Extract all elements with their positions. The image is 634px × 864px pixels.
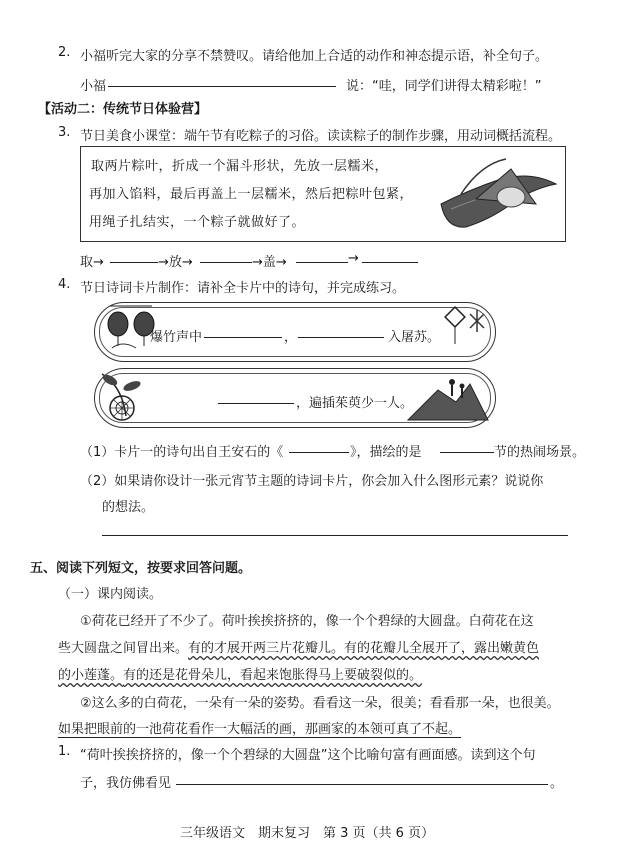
chrysanthemum-icon (92, 366, 152, 426)
q4-sub1-a: （1）卡片一的诗句出自王安石的《 (80, 445, 284, 460)
flow-step-2: →放→ (158, 255, 193, 270)
s5-q1-line1: “荷叶挨挨挤挤的，像一个个碧绿的大圆盘”这个比喻句富有画面感。读到这个句 (80, 748, 536, 763)
flow-step-3: →盖→ (252, 255, 287, 270)
q3-number: 3. (58, 125, 71, 140)
s5-q1-line2b: 。 (550, 776, 564, 791)
flow-blank-2[interactable] (200, 248, 252, 263)
q4-sub1-blank-1[interactable] (289, 438, 349, 453)
card1-comma: ， (284, 330, 298, 345)
passage-p2-line2: 如果把眼前的一池荷花看作一大幅活的画，那画家的本领可真了不起。 (58, 718, 461, 738)
q4-sub2-line2: 的想法。 (102, 500, 155, 515)
section5-title: 五、阅读下列短文，按要求回答问题。 (30, 561, 252, 576)
card1-blank-2[interactable] (298, 323, 384, 338)
q2-speaker: 小福 (80, 79, 107, 94)
passage-line: 取两片粽叶，折成一个漏斗形状，先放一层糯米， (91, 159, 389, 174)
s5-q1-line2a: 子，我仿佛看见 (80, 776, 172, 791)
q2-answer-line[interactable] (108, 72, 336, 87)
q2-number: 2. (58, 45, 71, 60)
s5-q1-answer-line[interactable] (176, 770, 548, 785)
passage-p1-line3a: 的小莲蓬。 (58, 668, 124, 683)
passage-p1-line2b: 有的才展开两三片花瓣儿。有的花瓣儿全展开了，露出嫩黄色 (188, 641, 540, 656)
zongzi-passage-box (80, 146, 566, 242)
card1-blank-1[interactable] (204, 323, 282, 338)
q4-sub2-answer-line[interactable] (102, 534, 568, 536)
q4-sub1-c: 节的热闹场景。 (494, 445, 586, 460)
q3-prompt: 节日美食小课堂：端午节有吃粽子的习俗。读读粽子的制作步骤，用动词概括流程。 (80, 129, 562, 144)
passage-p1-line2a: 些大圆盘之间冒出来。 (58, 641, 189, 656)
passage-p1-line3b: 有的还是花骨朵儿，看起来饱胀得马上要破裂似的。 (123, 668, 423, 683)
page-footer: 三年级语文 期末复习 第 3 页（共 6 页） (180, 826, 435, 841)
card1-line-end: 入屠苏。 (388, 330, 441, 345)
zongzi-icon (431, 149, 561, 239)
card2-line-end: ，遍插茱萸少一人。 (296, 396, 414, 411)
q4-sub2-line1: （2）如果请你设计一张元宵节主题的诗词卡片，你会加入什么图形元素？说说你 (80, 474, 544, 489)
q4-prompt: 节日诗词卡片制作：请补全卡片中的诗句，并完成练习。 (80, 281, 406, 296)
flow-blank-3[interactable] (296, 248, 348, 263)
q2-said: 说：“哇，同学们讲得太精彩啦！” (346, 79, 542, 94)
flow-step-1: 取→ (80, 255, 104, 270)
flow-step-4: → (348, 251, 359, 266)
flow-blank-4[interactable] (362, 248, 418, 263)
card2-blank[interactable] (218, 389, 294, 404)
passage-p1-line3 (58, 664, 422, 683)
section5-part1: （一）课内阅读。 (58, 587, 163, 602)
passage-p2-line1: ②这么多的白荷花，一朵有一朵的姿势。看看这一朵，很美；看看那一朵，也很美。 (80, 696, 560, 711)
flow-blank-1[interactable] (110, 248, 158, 263)
s5-q1-number: 1. (58, 744, 71, 759)
mountain-hikers-icon (408, 372, 488, 422)
activity2-title: 【活动二：传统节日体验营】 (38, 102, 208, 117)
chinese-knot-icon (440, 304, 490, 354)
passage-p1-line1: ①荷花已经开了不少了。荷叶挨挨挤挤的，像一个个碧绿的大圆盘。白荷花在这 (80, 614, 534, 629)
q4-number: 4. (58, 277, 71, 292)
passage-line: 再加入馅料，最后再盖上一层糯米，然后把粽叶包紧， (89, 187, 414, 202)
q4-sub1-blank-2[interactable] (440, 438, 494, 453)
q4-sub1-b: 》，描绘的是 (350, 445, 422, 460)
passage-line: 用绳子扎结实，一个粽子就做好了。 (89, 215, 306, 230)
passage-p1-line2 (58, 637, 539, 656)
card1-line-start: 爆竹声中 (150, 330, 203, 345)
q2-prompt: 小福听完大家的分享不禁赞叹。请给他加上合适的动作和神态提示语，补全句子。 (80, 49, 549, 64)
